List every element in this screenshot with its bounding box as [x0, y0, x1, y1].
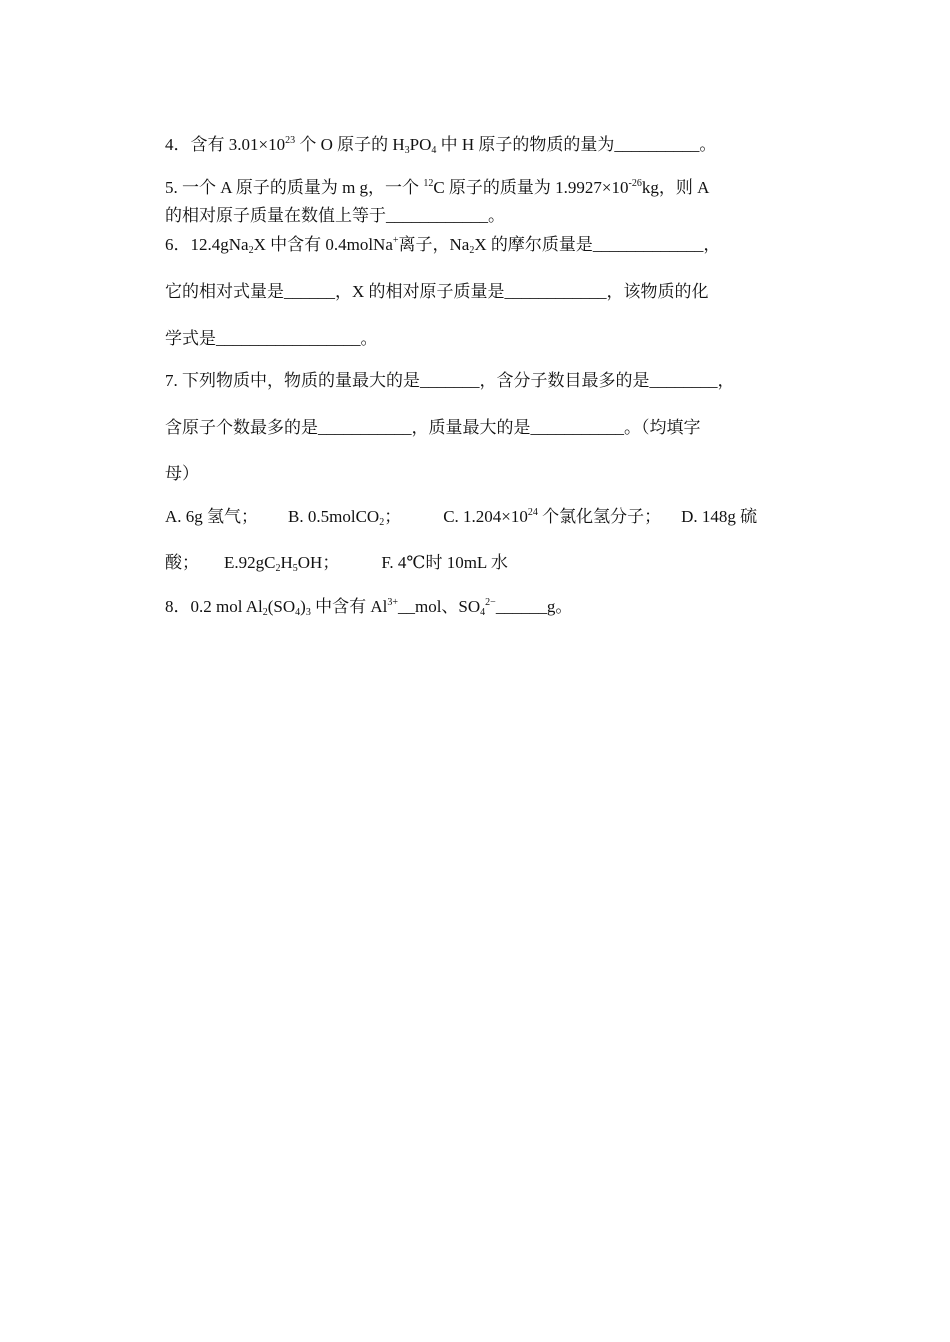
question-7-line-3: 母） — [165, 464, 199, 483]
question-5-line-2: 的相对原子质量在数值上等于____________。 — [165, 206, 505, 225]
question-6-line-2: 它的相对式量是______，X 的相对原子质量是____________，该物质的化 — [165, 282, 709, 301]
question-8: 8．0.2 mol $Al_2(SO_4)_3$ 中含有 $Al^{3+}\_\_mol$、$SO_4^{2-}\_\_\_\_\_\_g$。 — [165, 597, 573, 618]
option-b: B. 0.5molCO$_2$； — [288, 507, 402, 528]
option-d: D. 148g 硫 — [681, 507, 758, 526]
question-6-line-3: 学式是_________________。 — [165, 329, 378, 348]
question-6-line-1: 6．12.4gNa$_2$X 中含有 0.4molNa+离子，$Na_2X$ 的摩尔质量是_____________， — [165, 235, 721, 256]
option-e: $E.92gC_2H_5OH$； — [224, 553, 340, 574]
question-7-options-line-2: 酸； $E.92gC_2H_5OH$； F. 4℃时 10mL 水 — [165, 553, 508, 574]
question-7-options-line-1 — [165, 506, 805, 528]
question-5-line-1: 5. 一个 A 原子的质量为 m g，一个 $^{12}$C 原子的质量为 $1.9927\times 10^{-26}kg$，则 A — [165, 178, 710, 197]
option-c: C. $1.204\times 10^{24}$ 个氯化氢分子； — [443, 507, 662, 526]
question-7-line-1: 7. 下列物质中，物质的量最大的是_______，含分子数目最多的是________， — [165, 371, 735, 390]
option-a: A. 6g 氢气； — [165, 507, 259, 526]
question-7-line-2: 含原子个数最多的是___________，质量最大的是___________。（均填字 — [165, 418, 701, 437]
option-f: F. 4℃时 10mL 水 — [381, 553, 508, 572]
question-4: 4．含有 $3.01\times 10^{23}$ 个 O 原子的 $H_3PO_4$ 中 H 原子的物质的量为__________。 — [165, 135, 717, 156]
